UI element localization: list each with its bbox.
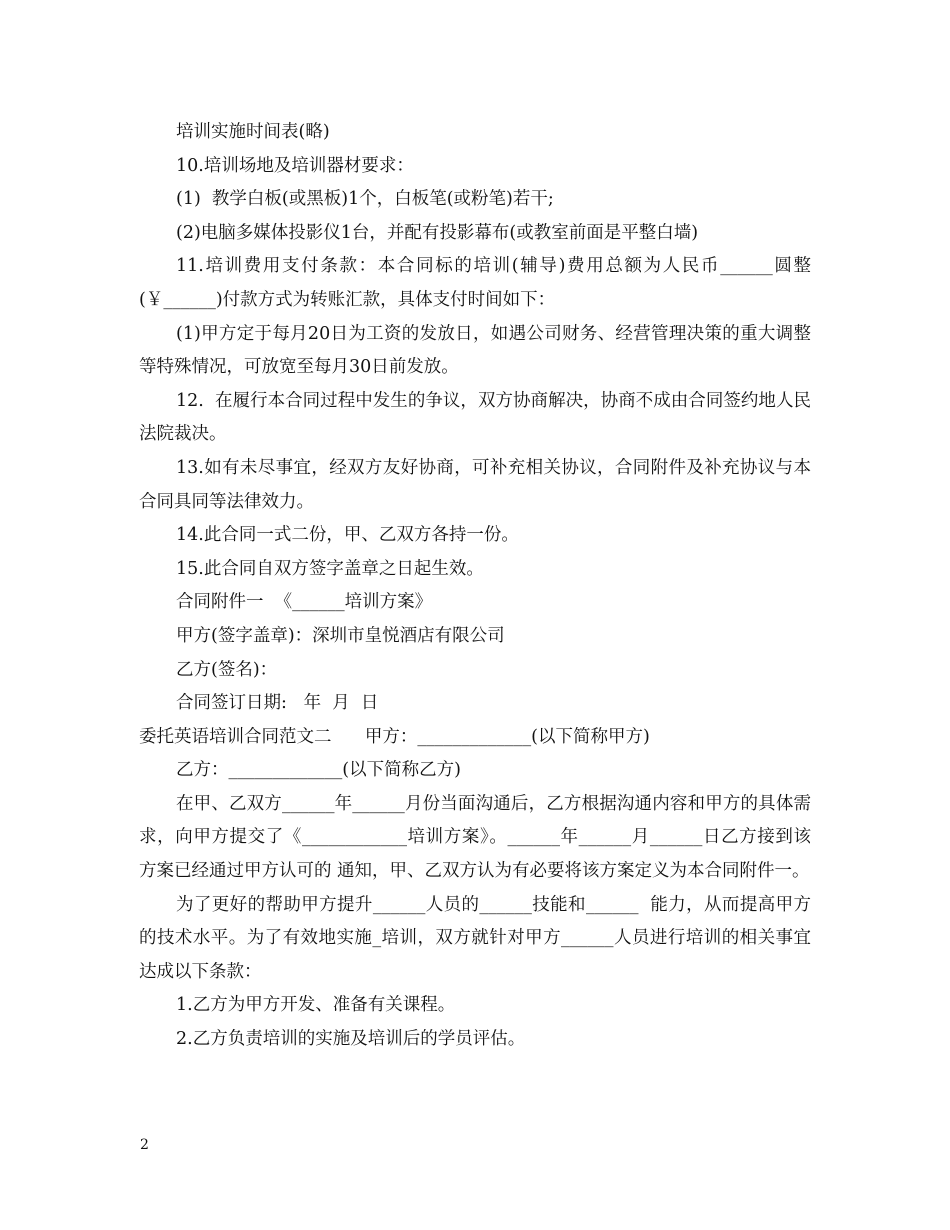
paragraph-clause-10: 10.培训场地及培训器材要求： bbox=[176, 155, 414, 176]
paragraph-clause-15: 15.此合同自双方签字盖章之日起生效。 bbox=[176, 558, 484, 579]
paragraph-clause-14: 14.此合同一式二份，甲、乙双方各持一份。 bbox=[176, 525, 519, 546]
paragraph-party-b-signature: 乙方(签名)： bbox=[176, 659, 278, 680]
paragraph-clause-11: 11.培训费用支付条款：本合同标的培训(辅导)费用总额为人民币______圆整(￥______)付款方式为转账汇款，具体支付时间如下： bbox=[139, 256, 811, 310]
paragraph-schedule: 培训实施时间表(略) bbox=[176, 122, 330, 142]
paragraph-clause-11-1: (1)甲方定于每月20日为工资的发放日，如遇公司财务、经营管理决策的重大调整等特殊情况，可放宽至每月30日前发放。 bbox=[139, 323, 811, 378]
paragraph-item-2: 2.乙方负责培训的实施及培训后的学员评估。 bbox=[176, 1029, 526, 1050]
paragraph-sample-two-title: 委托英语培训合同范文二 甲方：_____________(以下简称甲方) bbox=[139, 726, 650, 747]
paragraph-clause-10-2: (2)电脑多媒体投影仪1台，并配有投影幕布(或教室前面是平整白墙) bbox=[176, 222, 699, 243]
paragraph-clause-10-1: (1) 教学白板(或黑板)1个，白板笔(或粉笔)若干; bbox=[176, 189, 554, 210]
paragraph-item-1: 1.乙方为甲方开发、准备有关课程。 bbox=[176, 995, 456, 1016]
contract-body bbox=[139, 116, 811, 1057]
paragraph-clause-12: 12. 在履行本合同过程中发生的争议，双方协商解决，协商不成由合同签约地人民法院裁决。 bbox=[139, 390, 811, 445]
paragraph-clause-13: 13.如有未尽事宜，经双方友好协商，可补充相关协议，合同附件及补充协议与本合同具同等法律效力。 bbox=[139, 457, 811, 512]
paragraph-party-a-signature: 甲方(签字盖章)：深圳市皇悦酒店有限公司 bbox=[176, 625, 505, 646]
page-number: 2 bbox=[140, 1137, 149, 1153]
paragraph-communication: 在甲、乙双方______年______月份当面沟通后，乙方根据沟通内容和甲方的具体需求，向甲方提交了《____________培训方案》。______年______月______日乙方接到该方案已经通过甲方认可的 通知，甲、乙双方认为有必要将该方案定义为本合同附件一。 bbox=[139, 793, 811, 882]
paragraph-purpose: 为了更好的帮助甲方提升______人员的______技能和______ 能力，从而提高甲方的技术水平。为了有效地实施_培训，双方就针对甲方______人员进行培训的相关事宜达成以下条款： bbox=[139, 894, 811, 982]
paragraph-signing-date: 合同签订日期: 年 月 日 bbox=[176, 693, 379, 714]
paragraph-party-b: 乙方：_____________(以下简称乙方) bbox=[176, 760, 461, 781]
paragraph-attachment: 合同附件一 《______培训方案》 bbox=[176, 592, 433, 613]
